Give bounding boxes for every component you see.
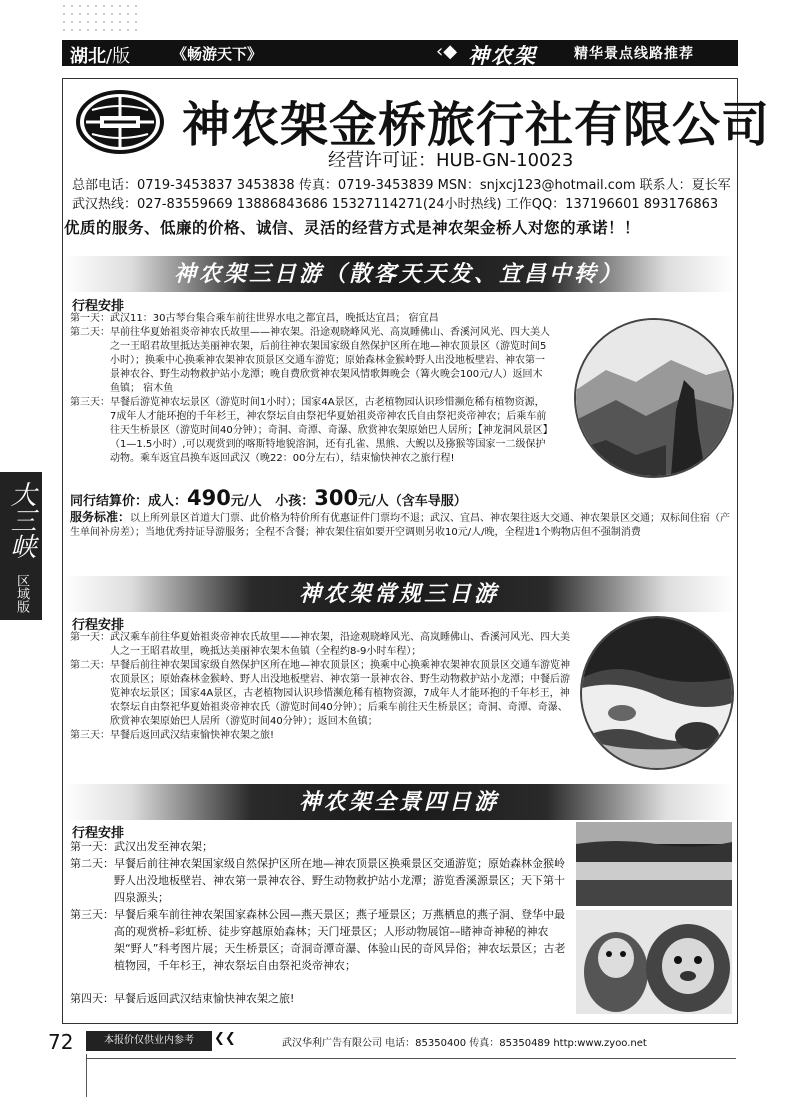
double-arrow-icon: ‹◆ [436,41,458,62]
section1-heading: 行程安排 [72,299,125,314]
itinerary-day: 第二天： 早餐后前往神农架国家级自然保护区所在地—神农顶景区换乘景区交通游览；原始森林金猴岭野人出没地板壁岩、神农第一景神农谷、野生动物救护站小龙潭；游览香溪源景区；天下第十四泉源头； [70,857,565,904]
service-label: 服务标准： [70,510,131,524]
contact-line-hq: 总部电话：0719-3453837 3453838 传真：0719-3453839 MSN：snjxcj123@hotmail.com 联系人：夏长军 [72,178,731,193]
magazine-title: 《畅游天下》 [172,45,263,63]
itinerary-day: 第一天： 武汉11：30古琴台集合乘车前往世界水电之都宜昌，晚抵达宜昌； 宿宜昌 [70,313,439,324]
section2-banner [64,576,734,612]
footer-divider [86,1058,736,1059]
itinerary-day: 第三天： 早餐后乘车前往神农架国家森林公园—燕天景区；燕子垭景区；万燕栖息的燕子洞、登华中最高的观赏桥–彩虹桥、徒步穿越原始森林；天门垭景区；人形动物展馆––睹神奇神秘的神农架“野人”科考图片展；天生桥景区；奇洞奇潭奇瀑、体验山民的奇风异俗；神农坛景区；古老植物园，千年杉王，神农祭坛自由祭祀炎帝神农； [70,908,566,972]
edition-label: /版 [106,46,131,67]
contact-line-wuhan: 武汉热线：027-83559669 13886843686 15327114271(24小时热线) 工作QQ：137196601 893176863 [72,197,719,212]
child-unit: 元/人（含车导服） [358,494,467,509]
adult-unit: 元/人 [230,494,262,509]
region-side-tab [0,472,42,620]
brand-subtitle: 精华景点线路推荐 [574,46,694,62]
service-text: 以上所列景区首道大门票、此价格为特价所有优惠证件门票均不退；武汉、宜昌、神农架往返大交通、神农架景区交通；双标间住宿（产生单间补房差）；当地优秀持证导游服务；全程不含餐；神农架住宿如要开空调则另收10元/人/晚，全程进1个购物店但不强制消费 [70,513,731,538]
decorative-dots [60,2,140,36]
mountain-peak-photo [574,318,734,478]
section1-banner [64,256,734,292]
itinerary-day: 第一天： 武汉出发至神农架； [70,840,213,853]
section2-itinerary [70,631,574,743]
golden-monkey-photo [576,910,732,1014]
double-chevron-icon: ❮❮ [214,1031,236,1046]
service-standard [70,510,730,540]
section1-itinerary [70,312,550,466]
company-slogan: 优质的服务、低廉的价格、诚信、灵活的经营方式是神农架金桥人对您的承诺！！ [64,219,641,237]
region-name: 湖北 [70,46,106,67]
footer-publisher-info: 武汉华利广告有限公司 电话：85350400 传真：85350489 http:www.zyoo.net [282,1038,647,1049]
footer-note: 本报价仅供业内参考 [86,1031,212,1051]
side-tab-subtitle: 区域版 [14,573,29,613]
license-number: 经营许可证：HUB-GN-10023 [328,150,574,171]
child-label: 小孩： [275,494,315,509]
itinerary-day: 第四天： 早餐后返回武汉结束愉快神农架之旅! [70,992,295,1005]
brand-title: 神农架 [468,43,537,68]
side-tab-title: 大三峡 [6,481,36,559]
river-stream-photo [580,616,734,770]
company-name: 神农架金桥旅行社有限公司 [182,97,771,153]
section3-itinerary [70,838,570,1007]
page-number: 72 [48,1030,74,1054]
section2-title: 神农架常规三日游 [298,581,499,607]
section2-heading: 行程安排 [72,618,125,633]
price-line [70,486,467,510]
itinerary-day: 第三天： 早餐后游览神农坛景区（游览时间1小时）；国家4A景区，古老植物园认识珍惜濒危稀有植物资源，7成年人才能环抱的千年杉王，神农祭坛自由祭祀华夏始祖炎帝神农氏自由祭祀炎帝神农；后乘车前往天生桥景区（游览时间40分钟）；奇洞、奇潭、奇瀑、欣赏神农架原始巴人居所；【神龙洞风景区】（1—1.5小时）,可以观赏到的喀斯特地貌溶洞，还有孔雀、黑熊、大鲵以及猕猴等国家一二级保护动物。乘车返宜昌换车返回武汉（晚22：00分左右），结束愉快神农之旅行程! [70,397,548,464]
section3-heading: 行程安排 [72,826,125,841]
company-logo-icon [72,86,168,158]
child-price: 300 [314,486,359,510]
footer-vertical-rule [86,1054,87,1097]
section1-title: 神农架三日游（散客天天发、宜昌中转） [173,261,624,287]
itinerary-day: 第二天： 早前往华夏始祖炎帝神农氏故里——神农架。沿途观晓峰风光、高岚睡佛山、香溪河风光、四大美人之一王昭君故里抵达美丽神农架，后前往神农架国家级自然保护区所在地—神农顶景区（游览时间5小时）；换乘中心换乘神农架神农顶景区交通车游览；原始森林金猴岭野人出没地板壁岩、神农第一景神农谷、野生动物救护站小龙潭；晚自费欣赏神农架风情歌舞晚会（篝火晚会100元/人）返回木鱼镇； 宿木鱼 [70,327,550,394]
itinerary-day: 第一天： 武汉乘车前往华夏始祖炎帝神农氏故里——神农架，沿途观晓峰风光、高岚睡佛山、香溪河风光、四大美人之一王昭君故里，晚抵达美丽神农架木鱼镇（全程约8-9小时车程）； [70,632,570,657]
section3-banner [64,784,734,820]
itinerary-day: 第二天： 早餐后前往神农架国家级自然保护区所在地—神农顶景区；换乘中心换乘神农架神农顶景区交通车游览神农顶景区；原始森林金猴岭、野人出没地板壁岩、神农第一景神农谷、野生动物救护站小龙潭；中餐后游览神农坛景区；国家4A景区，古老植物园认识珍惜濒危稀有植物资源，7成年人才能环抱的千年杉王，神农祭坛自由祭祀华夏始祖炎帝神农氏（游览时间40分钟）；后乘车前往天生桥景区；奇洞、奇潭、奇瀑、欣赏神农架原始巴人居所（游览时间40分钟）；返回木鱼镇； [70,660,570,727]
wetland-photo [576,822,732,906]
section3-title: 神农架全景四日游 [298,789,499,815]
itinerary-day: 第三天： 早餐后返回武汉结束愉快神农架之旅! [70,730,275,741]
adult-label: 成人： [148,494,188,509]
price-label: 同行结算价： [70,494,149,509]
adult-price: 490 [187,486,231,510]
header-region [70,42,130,68]
